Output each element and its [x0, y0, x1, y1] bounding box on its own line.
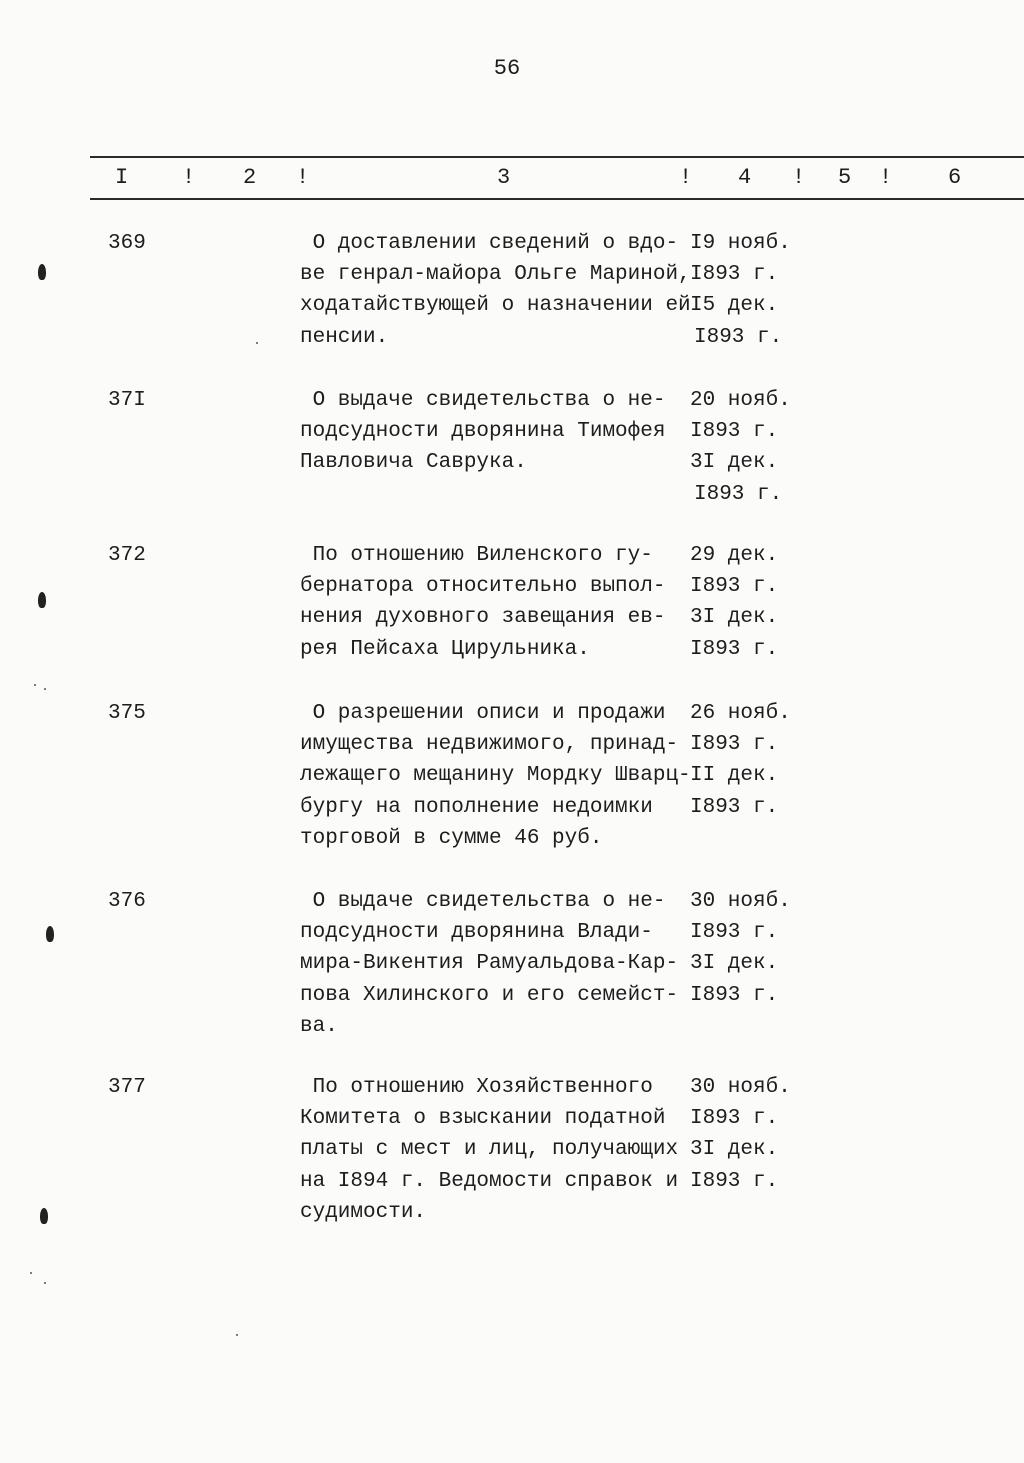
entry-number: 376: [108, 890, 146, 913]
description-line: О доставлении сведений о вдо-: [300, 232, 679, 255]
description-line: нения духовного завещания ев-: [300, 606, 666, 630]
description-line: мира-Викентия Рамуальдова-Кар-: [300, 952, 679, 976]
description-line: ва.: [300, 1014, 338, 1038]
column-header-1: I: [115, 165, 129, 190]
date-line: I893 г.: [690, 1107, 779, 1131]
entry-description: [300, 228, 692, 353]
column-header-5: 5: [838, 165, 852, 190]
entry-dates: [690, 228, 810, 353]
date-line: 29 дек.: [690, 544, 779, 567]
column-separator: !: [792, 165, 806, 190]
page-number: 56: [493, 56, 521, 81]
entry-description: [300, 1072, 692, 1228]
description-line: бернатора относительно выпол-: [300, 575, 666, 599]
description-line: торговой в сумме 46 руб.: [300, 826, 603, 850]
description-line: пова Хилинского и его семейст-: [300, 983, 679, 1007]
entry-dates: [690, 698, 810, 823]
column-header-2: 2: [243, 165, 257, 190]
date-line: I893 г.: [690, 921, 779, 945]
scan-speck: [236, 1334, 238, 1336]
description-line: По отношению Хозяйственного: [300, 1076, 653, 1099]
entry-description: [300, 540, 692, 665]
punch-hole-mark: [38, 592, 46, 608]
description-line: Павловича Саврука.: [300, 451, 527, 475]
entry-number: 375: [108, 702, 146, 725]
column-header-6: 6: [948, 165, 962, 190]
description-line: судимости.: [300, 1200, 427, 1224]
column-separator: !: [679, 165, 693, 190]
description-line: ве генрал-майора Ольге Мариной,: [300, 263, 691, 287]
column-header-3: 3: [497, 165, 511, 190]
description-line: О выдаче свидетельства о не-: [300, 890, 666, 913]
date-line: I893 г.: [690, 795, 779, 819]
description-line: Комитета о взыскании податной: [300, 1107, 666, 1131]
column-separator: !: [296, 165, 310, 190]
date-line: I9 нояб.: [690, 232, 791, 255]
entry-number: 372: [108, 544, 146, 567]
description-line: бургу на пополнение недоимки: [300, 795, 653, 819]
punch-hole-mark: [40, 1208, 48, 1224]
date-line: I893 г.: [690, 637, 779, 661]
date-line: I893 г.: [690, 420, 779, 444]
date-line: 20 нояб.: [690, 389, 791, 412]
date-line: I893 г.: [690, 263, 779, 287]
scan-speck: [256, 342, 258, 344]
date-line: I5 дек.: [690, 294, 779, 318]
entry-dates: [690, 540, 810, 665]
date-line: 3I дек.: [690, 451, 779, 475]
date-line: 30 нояб.: [690, 1076, 791, 1099]
scan-speck: [44, 688, 46, 690]
entry-description: [300, 385, 692, 479]
description-line: О выдаче свидетельства о не-: [300, 389, 666, 412]
punch-hole-mark: [38, 264, 46, 280]
entry-description: [300, 886, 692, 1042]
date-line: 3I дек.: [690, 952, 779, 976]
scan-speck: [44, 1282, 46, 1284]
date-line: 30 нояб.: [690, 890, 791, 913]
date-line: 3I дек.: [690, 1138, 779, 1162]
scan-speck: [30, 1272, 32, 1274]
entry-description: [300, 698, 692, 854]
column-separator: !: [182, 165, 196, 190]
table-header-bottom-rule: [90, 198, 1024, 200]
date-line: I893 г.: [690, 1169, 779, 1193]
description-line: подсудности дворянина Влади-: [300, 921, 653, 945]
column-separator: !: [879, 165, 893, 190]
entry-number: 37I: [108, 389, 146, 412]
description-line: О разрешении описи и продажи: [300, 702, 666, 725]
entry-dates: [690, 1072, 810, 1197]
entry-dates: [690, 886, 810, 1011]
entry-dates: [690, 385, 810, 510]
date-line: I893 г.: [694, 325, 783, 349]
column-header-4: 4: [738, 165, 752, 190]
date-line: I893 г.: [694, 482, 783, 506]
description-line: платы с мест и лиц, получающих: [300, 1138, 679, 1162]
description-line: имущества недвижимого, принад-: [300, 733, 679, 757]
date-line: I893 г.: [690, 983, 779, 1007]
date-line: 26 нояб.: [690, 702, 791, 725]
description-line: подсудности дворянина Тимофея: [300, 420, 666, 444]
description-line: лежащего мещанину Мордку Шварц-: [300, 764, 691, 788]
description-line: пенсии.: [300, 325, 389, 349]
description-line: на I894 г. Ведомости справок и: [300, 1169, 679, 1193]
description-line: По отношению Виленского гу-: [300, 544, 653, 567]
date-line: 3I дек.: [690, 606, 779, 630]
description-line: ходатайствующей о назначении ей: [300, 294, 691, 318]
punch-hole-mark: [46, 926, 54, 942]
date-line: I893 г.: [690, 575, 779, 599]
date-line: II дек.: [690, 764, 779, 788]
date-line: I893 г.: [690, 733, 779, 757]
scan-speck: [34, 684, 36, 686]
table-header-top-rule: [90, 156, 1024, 158]
entry-number: 377: [108, 1076, 146, 1099]
entry-number: 369: [108, 232, 146, 255]
description-line: рея Пейсаха Цирульника.: [300, 637, 590, 661]
